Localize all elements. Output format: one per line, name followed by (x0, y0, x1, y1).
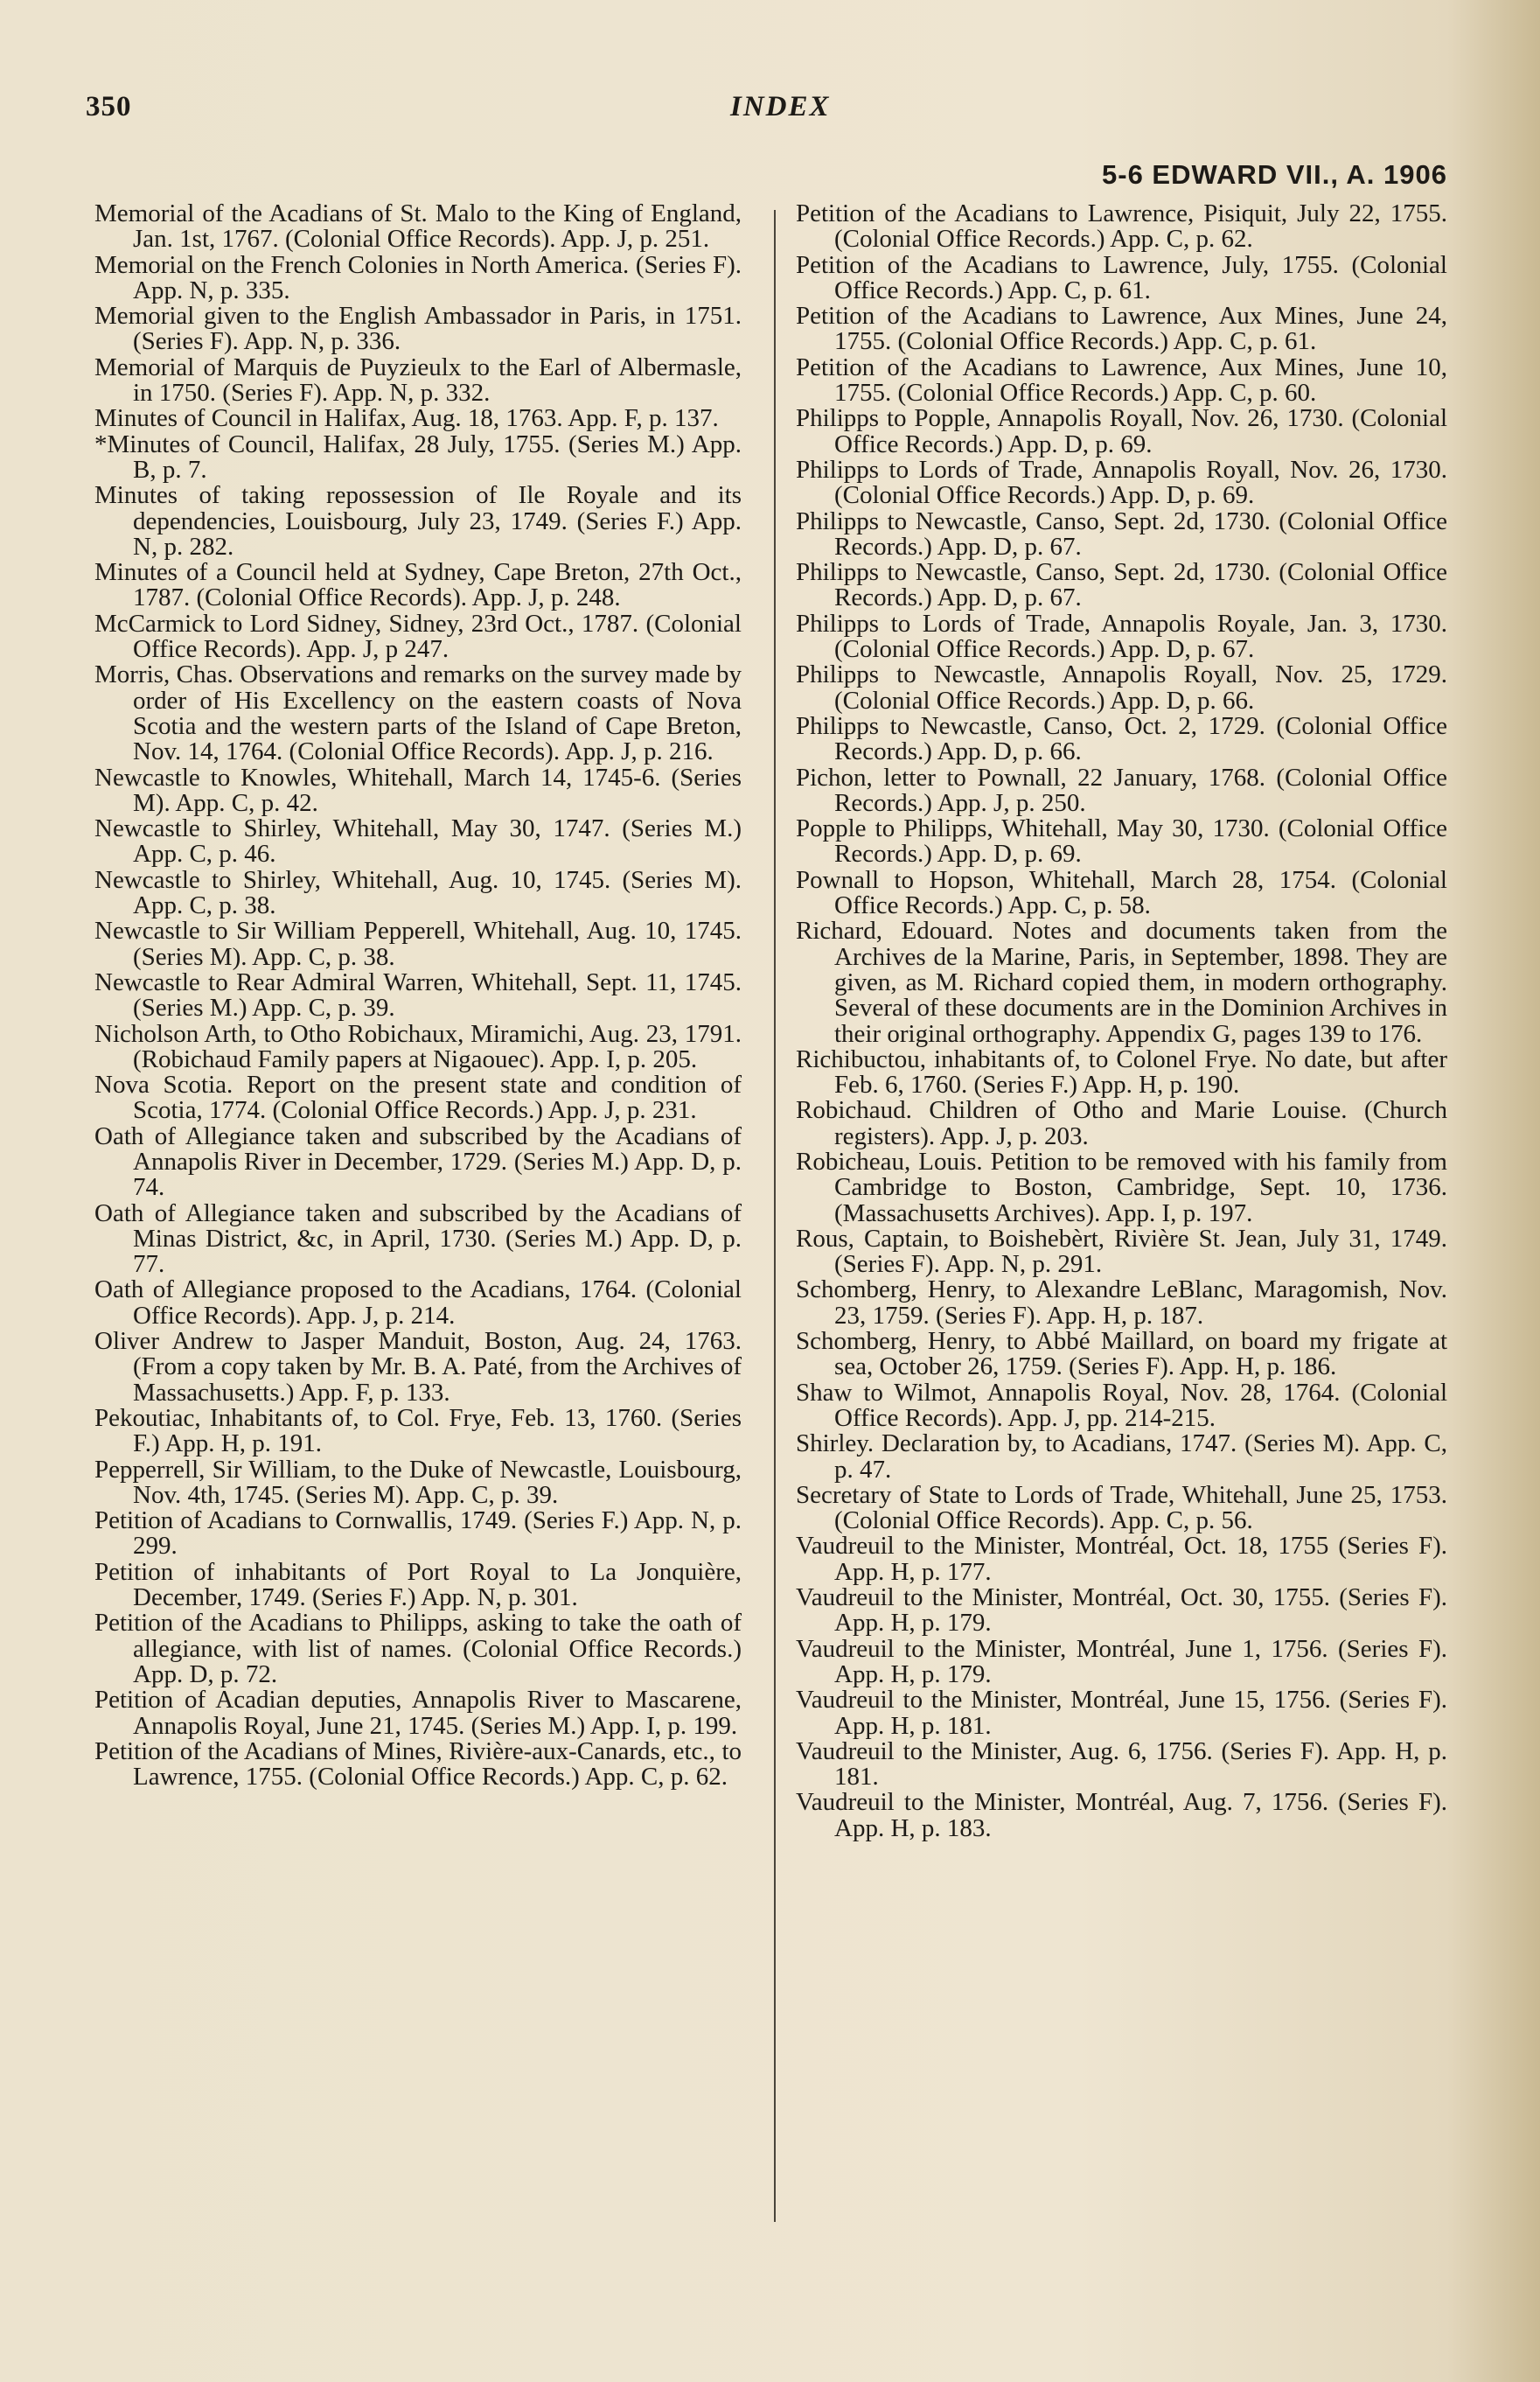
column-divider (774, 210, 776, 2222)
index-entry: Robicheau, Louis. Petition to be removed with his family from Cambridge to Boston, Cambridge, Sept. 10, 1736. (Massachusetts Archives). App. I, p. 197. (796, 1147, 1447, 1227)
index-entry: Philipps to Newcastle, Canso, Oct. 2, 1729. (Colonial Office Records.) App. D, p. 66. (796, 711, 1447, 766)
index-entry: Philipps to Newcastle, Canso, Sept. 2d, 1730. (Colonial Office Records.) App. D, p. 67. (796, 558, 1447, 612)
index-entry: Oath of Allegiance taken and subscribed by the Acadians of Annapolis River in December, 1729. (Series M.) App. D, p. 74. (94, 1121, 742, 1202)
index-entry: Vaudreuil to the Minister, Montréal, June 15, 1756. (Series F). App. H, p. 181. (796, 1686, 1447, 1740)
index-column-right (796, 201, 1447, 1841)
page-number: 350 (86, 91, 132, 122)
index-entry: Petition of the Acadians to Lawrence, Aux Mines, June 24, 1755. (Colonial Office Records.) App. C, p. 61. (796, 302, 1447, 356)
index-entry: Vaudreuil to the Minister, Montréal, Oct. 30, 1755. (Series F). App. H, p. 179. (796, 1583, 1447, 1638)
index-entry: Newcastle to Shirley, Whitehall, Aug. 10, 1745. (Series M). App. C, p. 38. (94, 865, 742, 920)
index-entry: *Minutes of Council, Halifax, 28 July, 1755. (Series M.) App. B, p. 7. (94, 430, 742, 484)
index-entry: Pichon, letter to Pownall, 22 January, 1768. (Colonial Office Records.) App. J, p. 250. (796, 763, 1447, 817)
index-entry: Memorial given to the English Ambassador in Paris, in 1751. (Series F). App. N, p. 336. (94, 302, 742, 356)
index-entry: Pekoutiac, Inhabitants of, to Col. Frye, Feb. 13, 1760. (Series F.) App. H, p. 191. (94, 1403, 742, 1458)
index-entry: Philipps to Lords of Trade, Annapolis Royale, Jan. 3, 1730. (Colonial Office Records.) App. D, p. 67. (796, 609, 1447, 664)
index-entry: Newcastle to Shirley, Whitehall, May 30, 1747. (Series M.) App. C, p. 46. (94, 814, 742, 869)
index-entry: Petition of inhabitants of Port Royal to La Jonquière, December, 1749. (Series F.) App. N, p. 301. (94, 1557, 742, 1612)
index-column-left (94, 201, 742, 1790)
session-label: 5-6 EDWARD VII., A. 1906 (1102, 159, 1447, 190)
index-entry: Vaudreuil to the Minister, Aug. 6, 1756. (Series F). App. H, p. 181. (796, 1736, 1447, 1792)
index-entry: Pepperrell, Sir William, to the Duke of Newcastle, Louisbourg, Nov. 4th, 1745. (Series M). App. C, p. 39. (94, 1455, 742, 1509)
index-entry: Rous, Captain, to Boishebèrt, Rivière St. Jean, July 31, 1749. (Series F). App. N, p. 291. (796, 1224, 1447, 1279)
index-entry: Minutes of Council in Halifax, Aug. 18, 1763. App. F, p. 137. (94, 404, 719, 433)
index-entry: Philipps to Lords of Trade, Annapolis Royall, Nov. 26, 1730. (Colonial Office Records.) App. D, p. 69. (796, 455, 1447, 510)
index-entry: Memorial of the Acadians of St. Malo to the King of England, Jan. 1st, 1767. (Colonial Office Records). App. J, p. 251. (94, 199, 742, 254)
index-entry: Petition of the Acadians to Lawrence, Aux Mines, June 10, 1755. (Colonial Office Records.) App. C, p. 60. (796, 353, 1447, 408)
index-entry: McCarmick to Lord Sidney, Sidney, 23rd Oct., 1787. (Colonial Office Records). App. J, p 247. (94, 609, 742, 664)
index-entry: Newcastle to Rear Admiral Warren, Whitehall, Sept. 11, 1745. (Series M.) App. C, p. 39. (94, 967, 742, 1023)
index-entry: Newcastle to Knowles, Whitehall, March 14, 1745-6. (Series M). App. C, p. 42. (94, 763, 742, 817)
index-entry: Minutes of a Council held at Sydney, Cape Breton, 27th Oct., 1787. (Colonial Office Records). App. J, p. 248. (94, 558, 742, 612)
index-entry: Vaudreuil to the Minister, Montréal, June 1, 1756. (Series F). App. H, p. 179. (796, 1634, 1447, 1688)
index-entry: Minutes of taking repossession of Ile Royale and its dependencies, Louisbourg, July 23, 1749. (Series F.) App. N, p. 282. (94, 481, 742, 561)
index-entry: Memorial on the French Colonies in North America. (Series F). App. N, p. 335. (94, 250, 742, 304)
index-entry: Shirley. Declaration by, to Acadians, 1747. (Series M). App. C, p. 47. (796, 1429, 1447, 1484)
index-entry: Popple to Philipps, Whitehall, May 30, 1730. (Colonial Office Records.) App. D, p. 69. (796, 814, 1447, 869)
index-entry: Oath of Allegiance proposed to the Acadians, 1764. (Colonial Office Records). App. J, p. 214. (94, 1275, 742, 1330)
index-entry: Shaw to Wilmot, Annapolis Royal, Nov. 28, 1764. (Colonial Office Records). App. J, pp. 214-215. (796, 1378, 1447, 1432)
index-entry: Morris, Chas. Observations and remarks on the survey made by order of His Excellency on the eastern coasts of Nova Scotia and the western parts of the Island of Cape Breton, Nov. 14, 1764. (Colonial Office Records). App. J, p. 216. (94, 660, 742, 766)
index-entry: Richard, Edouard. Notes and documents taken from the Archives de la Marine, Paris, in September, 1898. They are given, as M. Richard copied them, in modern orthography. Several of these documents are in the Dominion Archives in their original orthography. Appendix G, pages 139 to 176. (796, 917, 1447, 1048)
index-entry: Petition of Acadian deputies, Annapolis River to Mascarene, Annapolis Royal, June 21, 1745. (Series M.) App. I, p. 199. (94, 1686, 742, 1740)
index-entry: Petition of Acadians to Cornwallis, 1749. (Series F.) App. N, p. 299. (94, 1506, 742, 1561)
index-entry: Philipps to Popple, Annapolis Royall, Nov. 26, 1730. (Colonial Office Records.) App. D, p. 69. (796, 404, 1447, 458)
index-entry: Schomberg, Henry, to Alexandre LeBlanc, Maragomish, Nov. 23, 1759. (Series F). App. H, p. 187. (796, 1275, 1447, 1330)
index-entry: Petition of the Acadians to Lawrence, July, 1755. (Colonial Office Records.) App. C, p. 61. (796, 250, 1447, 304)
index-entry: Vaudreuil to the Minister, Montréal, Oct. 18, 1755 (Series F). App. H, p. 177. (796, 1532, 1447, 1586)
index-entry: Nicholson Arth, to Otho Robichaux, Miramichi, Aug. 23, 1791. (Robichaud Family papers at Nigaouec). App. I, p. 205. (94, 1019, 742, 1073)
index-entry: Oliver Andrew to Jasper Manduit, Boston, Aug. 24, 1763. (From a copy taken by Mr. B. A. Paté, from the Archives of Massachusetts.) App. F, p. 133. (94, 1327, 742, 1407)
index-entry: Pownall to Hopson, Whitehall, March 28, 1754. (Colonial Office Records.) App. C, p. 58. (796, 865, 1447, 920)
index-entry: Petition of the Acadians to Lawrence, Pisiquit, July 22, 1755. (Colonial Office Records.) App. C, p. 62. (796, 199, 1447, 254)
index-entry: Robichaud. Children of Otho and Marie Louise. (Church registers). App. J, p. 203. (796, 1096, 1447, 1150)
index-entry: Newcastle to Sir William Pepperell, Whitehall, Aug. 10, 1745. (Series M). App. C, p. 38. (94, 917, 742, 971)
index-entry: Nova Scotia. Report on the present state and condition of Scotia, 1774. (Colonial Office Records.) App. J, p. 231. (94, 1071, 742, 1125)
index-entry: Schomberg, Henry, to Abbé Maillard, on board my frigate at sea, October 26, 1759. (Series F). App. H, p. 186. (796, 1327, 1447, 1381)
index-entry: Philipps to Newcastle, Canso, Sept. 2d, 1730. (Colonial Office Records.) App. D, p. 67. (796, 506, 1447, 561)
index-entry: Petition of the Acadians to Philipps, asking to take the oath of allegiance, with list of names. (Colonial Office Records.) App. D, p. 72. (94, 1609, 742, 1688)
running-title: INDEX (730, 91, 831, 122)
index-entry: Vaudreuil to the Minister, Montréal, Aug. 7, 1756. (Series F). App. H, p. 183. (796, 1788, 1447, 1842)
index-entry: Oath of Allegiance taken and subscribed by the Acadians of Minas District, &c, in April, 1730. (Series M.) App. D, p. 77. (94, 1198, 742, 1279)
index-entry: Richibuctou, inhabitants of, to Colonel Frye. No date, but after Feb. 6, 1760. (Series F.) App. H, p. 190. (796, 1044, 1447, 1100)
index-entry: Secretary of State to Lords of Trade, Whitehall, June 25, 1753. (Colonial Office Records). App. C, p. 56. (796, 1480, 1447, 1535)
index-entry: Petition of the Acadians of Mines, Rivière-aux-Canards, etc., to Lawrence, 1755. (Colonial Office Records.) App. C, p. 62. (94, 1736, 742, 1792)
index-entry: Philipps to Newcastle, Annapolis Royall, Nov. 25, 1729. (Colonial Office Records.) App. D, p. 66. (796, 660, 1447, 715)
index-entry: Memorial of Marquis de Puyzieulx to the Earl of Albermasle, in 1750. (Series F). App. N, p. 332. (94, 353, 742, 408)
